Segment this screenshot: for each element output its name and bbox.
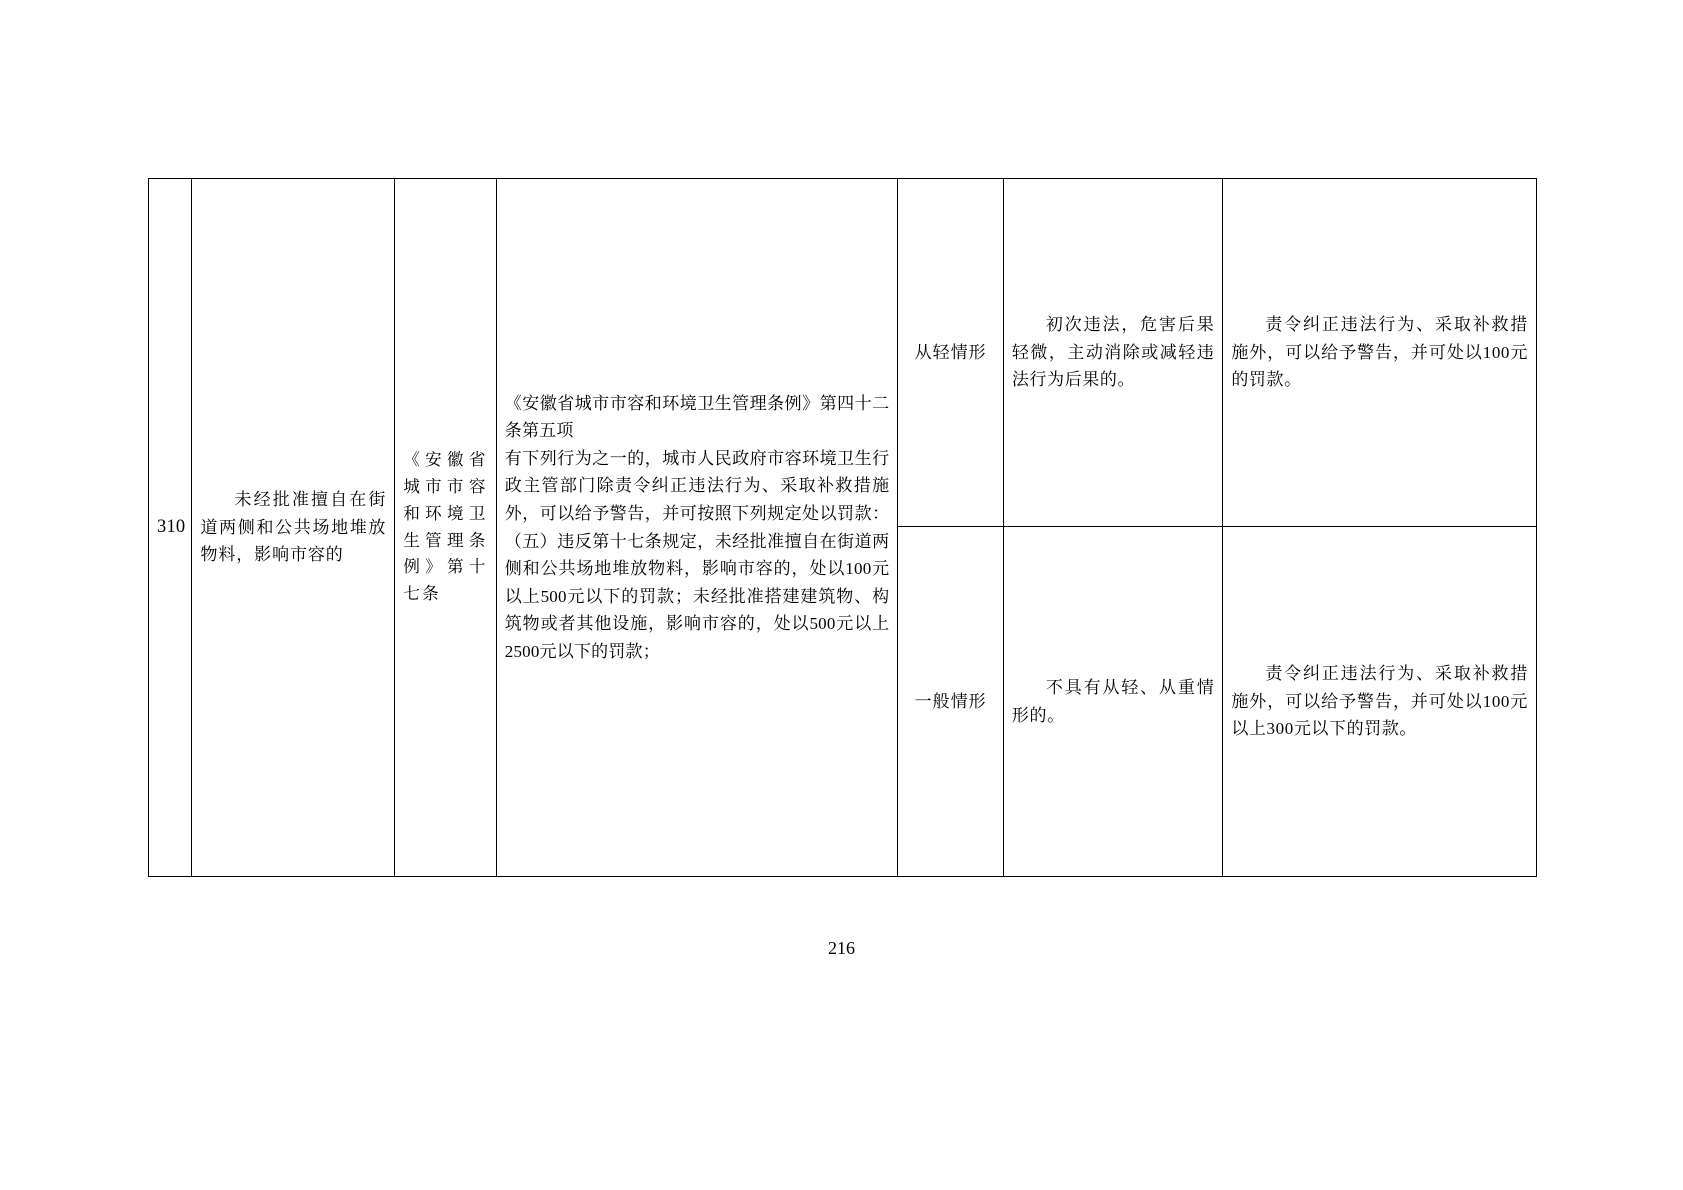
cell-discretion-type-normal: 一般情形 xyxy=(898,527,1004,877)
table-row xyxy=(149,179,1537,527)
cell-discretion-condition-normal: 不具有从轻、从重情形的。 xyxy=(1003,527,1222,877)
discretion-benchmark-table xyxy=(148,178,1537,877)
clause-body: 有下列行为之一的，城市人民政府市容环境卫生行政主管部门除责令纠正违法行为、采取补救措施外，可以给予警告，并可按照下列规定处以罚款：（五）违反第十七条规定，未经批准擅自在街道两侧和公共场地堆放物料，影响市容的，处以100元以上500元以下的罚款；未经批准搭建建筑物、构筑物或者其他设施，影响市容的，处以500元以上2500元以下的罚款； xyxy=(504,448,890,661)
cell-item-number: 310 xyxy=(149,179,192,877)
cell-discretion-standard-normal: 责令纠正违法行为、采取补救措施外，可以给予警告，并可处以100元以上300元以下的罚款。 xyxy=(1223,527,1537,877)
cell-discretion-standard-light: 责令纠正违法行为、采取补救措施外，可以给予警告，并可处以100元的罚款。 xyxy=(1223,179,1537,527)
cell-legal-basis: 《安徽省城市市容和环境卫生管理条例》第十七条 xyxy=(395,179,496,877)
cell-penalty-clause xyxy=(496,179,898,877)
page-number: 216 xyxy=(828,938,855,958)
cell-illegal-act: 未经批准擅自在街道两侧和公共场地堆放物料，影响市容的 xyxy=(192,179,395,877)
cell-discretion-condition-light: 初次违法，危害后果轻微，主动消除或减轻违法行为后果的。 xyxy=(1003,179,1222,527)
clause-title: 《安徽省城市市容和环境卫生管理条例》第四十二条第五项 xyxy=(504,393,890,441)
cell-discretion-type-light: 从轻情形 xyxy=(898,179,1004,527)
